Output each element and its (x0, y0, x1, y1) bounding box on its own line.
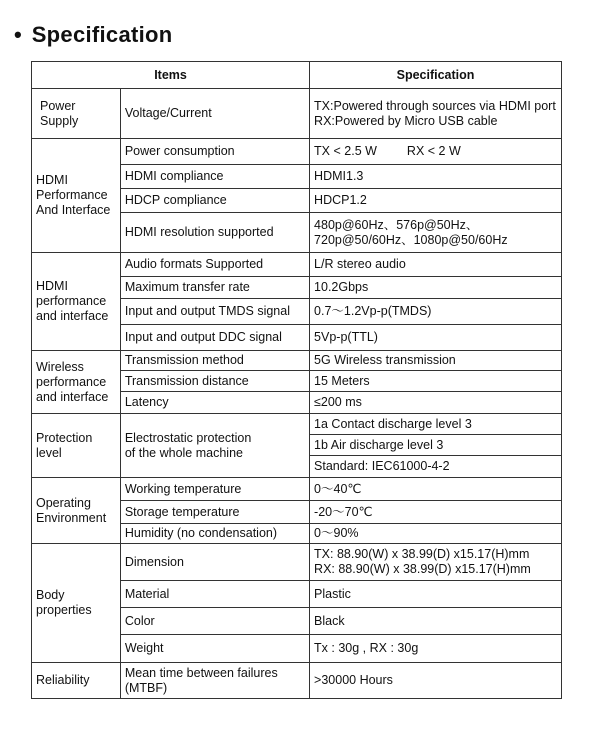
row-label: Audio formats Supported (120, 253, 309, 277)
row-label: Material (120, 581, 309, 608)
specification-table (31, 61, 562, 699)
group-environment: Operating Environment (32, 478, 121, 544)
row-label: HDMI resolution supported (120, 213, 309, 253)
row-value: Black (310, 608, 562, 635)
row-label: Mean time between failures (MTBF) (120, 663, 309, 699)
row-label: Dimension (120, 544, 309, 581)
row-value: 0～90% (310, 524, 562, 544)
row-value: 10.2Gbps (310, 277, 562, 299)
table-header-row (32, 62, 562, 89)
row-value: Standard: IEC61000-4-2 (310, 456, 562, 478)
table-row (32, 89, 562, 139)
group-reliability: Reliability (32, 663, 121, 699)
row-value: L/R stereo audio (310, 253, 562, 277)
row-value: 0.7～1.2Vp-p(TMDS) (310, 299, 562, 325)
group-power-supply: Power Supply (32, 89, 121, 139)
row-label: Color (120, 608, 309, 635)
row-value: 480p@60Hz、576p@50Hz、 720p@50/60Hz、1080p@50/60Hz (310, 213, 562, 253)
row-label: Transmission distance (120, 371, 309, 392)
row-label: Latency (120, 392, 309, 414)
group-body-properties: Body properties (32, 544, 121, 663)
row-value: 1a Contact discharge level 3 (310, 414, 562, 435)
specification-header: Specification (310, 62, 562, 89)
group-hdmi-interface: HDMI Performance And Interface (32, 139, 121, 253)
rx-power-value: RX < 2 W (406, 144, 461, 158)
row-label: Humidity (no condensation) (120, 524, 309, 544)
table-row (32, 139, 562, 165)
table-row (32, 414, 562, 435)
row-value: HDCP1.2 (310, 189, 562, 213)
row-value: 15 Meters (310, 371, 562, 392)
row-value: 5Vp-p(TTL) (310, 325, 562, 351)
tx-power-value: TX < 2.5 W (314, 144, 377, 158)
row-label: Voltage/Current (120, 89, 309, 139)
row-value: TX:Powered through sources via HDMI port RX:Powered by Micro USB cable (310, 89, 562, 139)
row-value: TX: 88.90(W) x 38.99(D) x15.17(H)mm RX: 88.90(W) x 38.99(D) x15.17(H)mm (310, 544, 562, 581)
row-label: Electrostatic protection of the whole machine (120, 414, 309, 478)
page-title: Specification (31, 22, 173, 47)
row-value: Tx : 30g , RX : 30g (310, 635, 562, 663)
section-heading (14, 18, 173, 52)
row-value: >30000 Hours (310, 663, 562, 699)
row-label: Maximum transfer rate (120, 277, 309, 299)
row-label: Working temperature (120, 478, 309, 501)
row-label: Input and output TMDS signal (120, 299, 309, 325)
row-label: HDMI compliance (120, 165, 309, 189)
group-wireless: Wireless performance and interface (32, 351, 121, 414)
row-label: Power consumption (120, 139, 309, 165)
group-protection: Protection level (32, 414, 121, 478)
row-label: Weight (120, 635, 309, 663)
row-label: Storage temperature (120, 501, 309, 524)
row-value: 0～40℃ (310, 478, 562, 501)
table-row (32, 663, 562, 699)
row-label: Transmission method (120, 351, 309, 371)
row-value: -20～70℃ (310, 501, 562, 524)
table-row (32, 351, 562, 371)
items-header: Items (32, 62, 310, 89)
group-hdmi-performance: HDMI performance and interface (32, 253, 121, 351)
table-row (32, 253, 562, 277)
row-label: HDCP compliance (120, 189, 309, 213)
row-value: HDMI1.3 (310, 165, 562, 189)
bullet-icon: • (14, 22, 22, 47)
table-row (32, 478, 562, 501)
row-value: Plastic (310, 581, 562, 608)
row-value: 5G Wireless transmission (310, 351, 562, 371)
row-value (310, 139, 562, 165)
table-row (32, 544, 562, 581)
row-value: ≤200 ms (310, 392, 562, 414)
row-value: 1b Air discharge level 3 (310, 435, 562, 456)
row-label: Input and output DDC signal (120, 325, 309, 351)
